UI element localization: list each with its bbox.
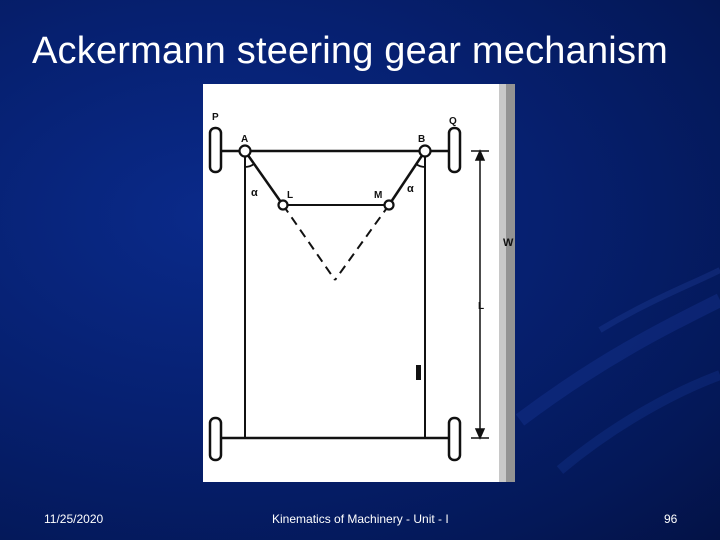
steering-diagram: [203, 84, 515, 482]
pivot-m: [385, 201, 394, 210]
steering-arm-right: [389, 151, 425, 205]
scan-edge-dark: [506, 84, 515, 482]
label-alpha-left: α: [251, 187, 258, 199]
diagram-labels: [212, 112, 514, 312]
label-l-dimension: L: [478, 301, 485, 312]
dashed-right: [335, 205, 389, 280]
label-b: B: [418, 134, 426, 145]
wheel-front-right: [449, 128, 460, 172]
wheelbase-dimension: [471, 151, 489, 438]
footer-date: 11/25/2020: [44, 512, 104, 526]
wheel-rear-right: [449, 418, 460, 460]
label-a: A: [241, 134, 249, 145]
wheels: [210, 128, 460, 460]
center-mark: [416, 365, 421, 380]
pivot-a: [240, 146, 251, 157]
label-q: Q: [449, 116, 457, 127]
label-m: M: [374, 190, 383, 201]
angle-arc-right: [416, 164, 425, 167]
label-w: W: [503, 237, 514, 249]
angle-arc-left: [245, 164, 254, 167]
label-l: L: [287, 190, 294, 201]
wheel-front-left: [210, 128, 221, 172]
diagram-svg: [203, 84, 515, 482]
pivot-l: [279, 201, 288, 210]
footer-title: Kinematics of Machinery - Unit - I: [272, 512, 449, 526]
slide-title: Ackermann steering gear mechanism: [32, 30, 668, 72]
label-alpha-right: α: [407, 183, 414, 195]
pivot-b: [420, 146, 431, 157]
page-number: 96: [664, 512, 678, 526]
pivots: [240, 146, 431, 210]
dashed-left: [283, 205, 335, 280]
label-p: P: [212, 112, 219, 123]
wheel-rear-left: [210, 418, 221, 460]
